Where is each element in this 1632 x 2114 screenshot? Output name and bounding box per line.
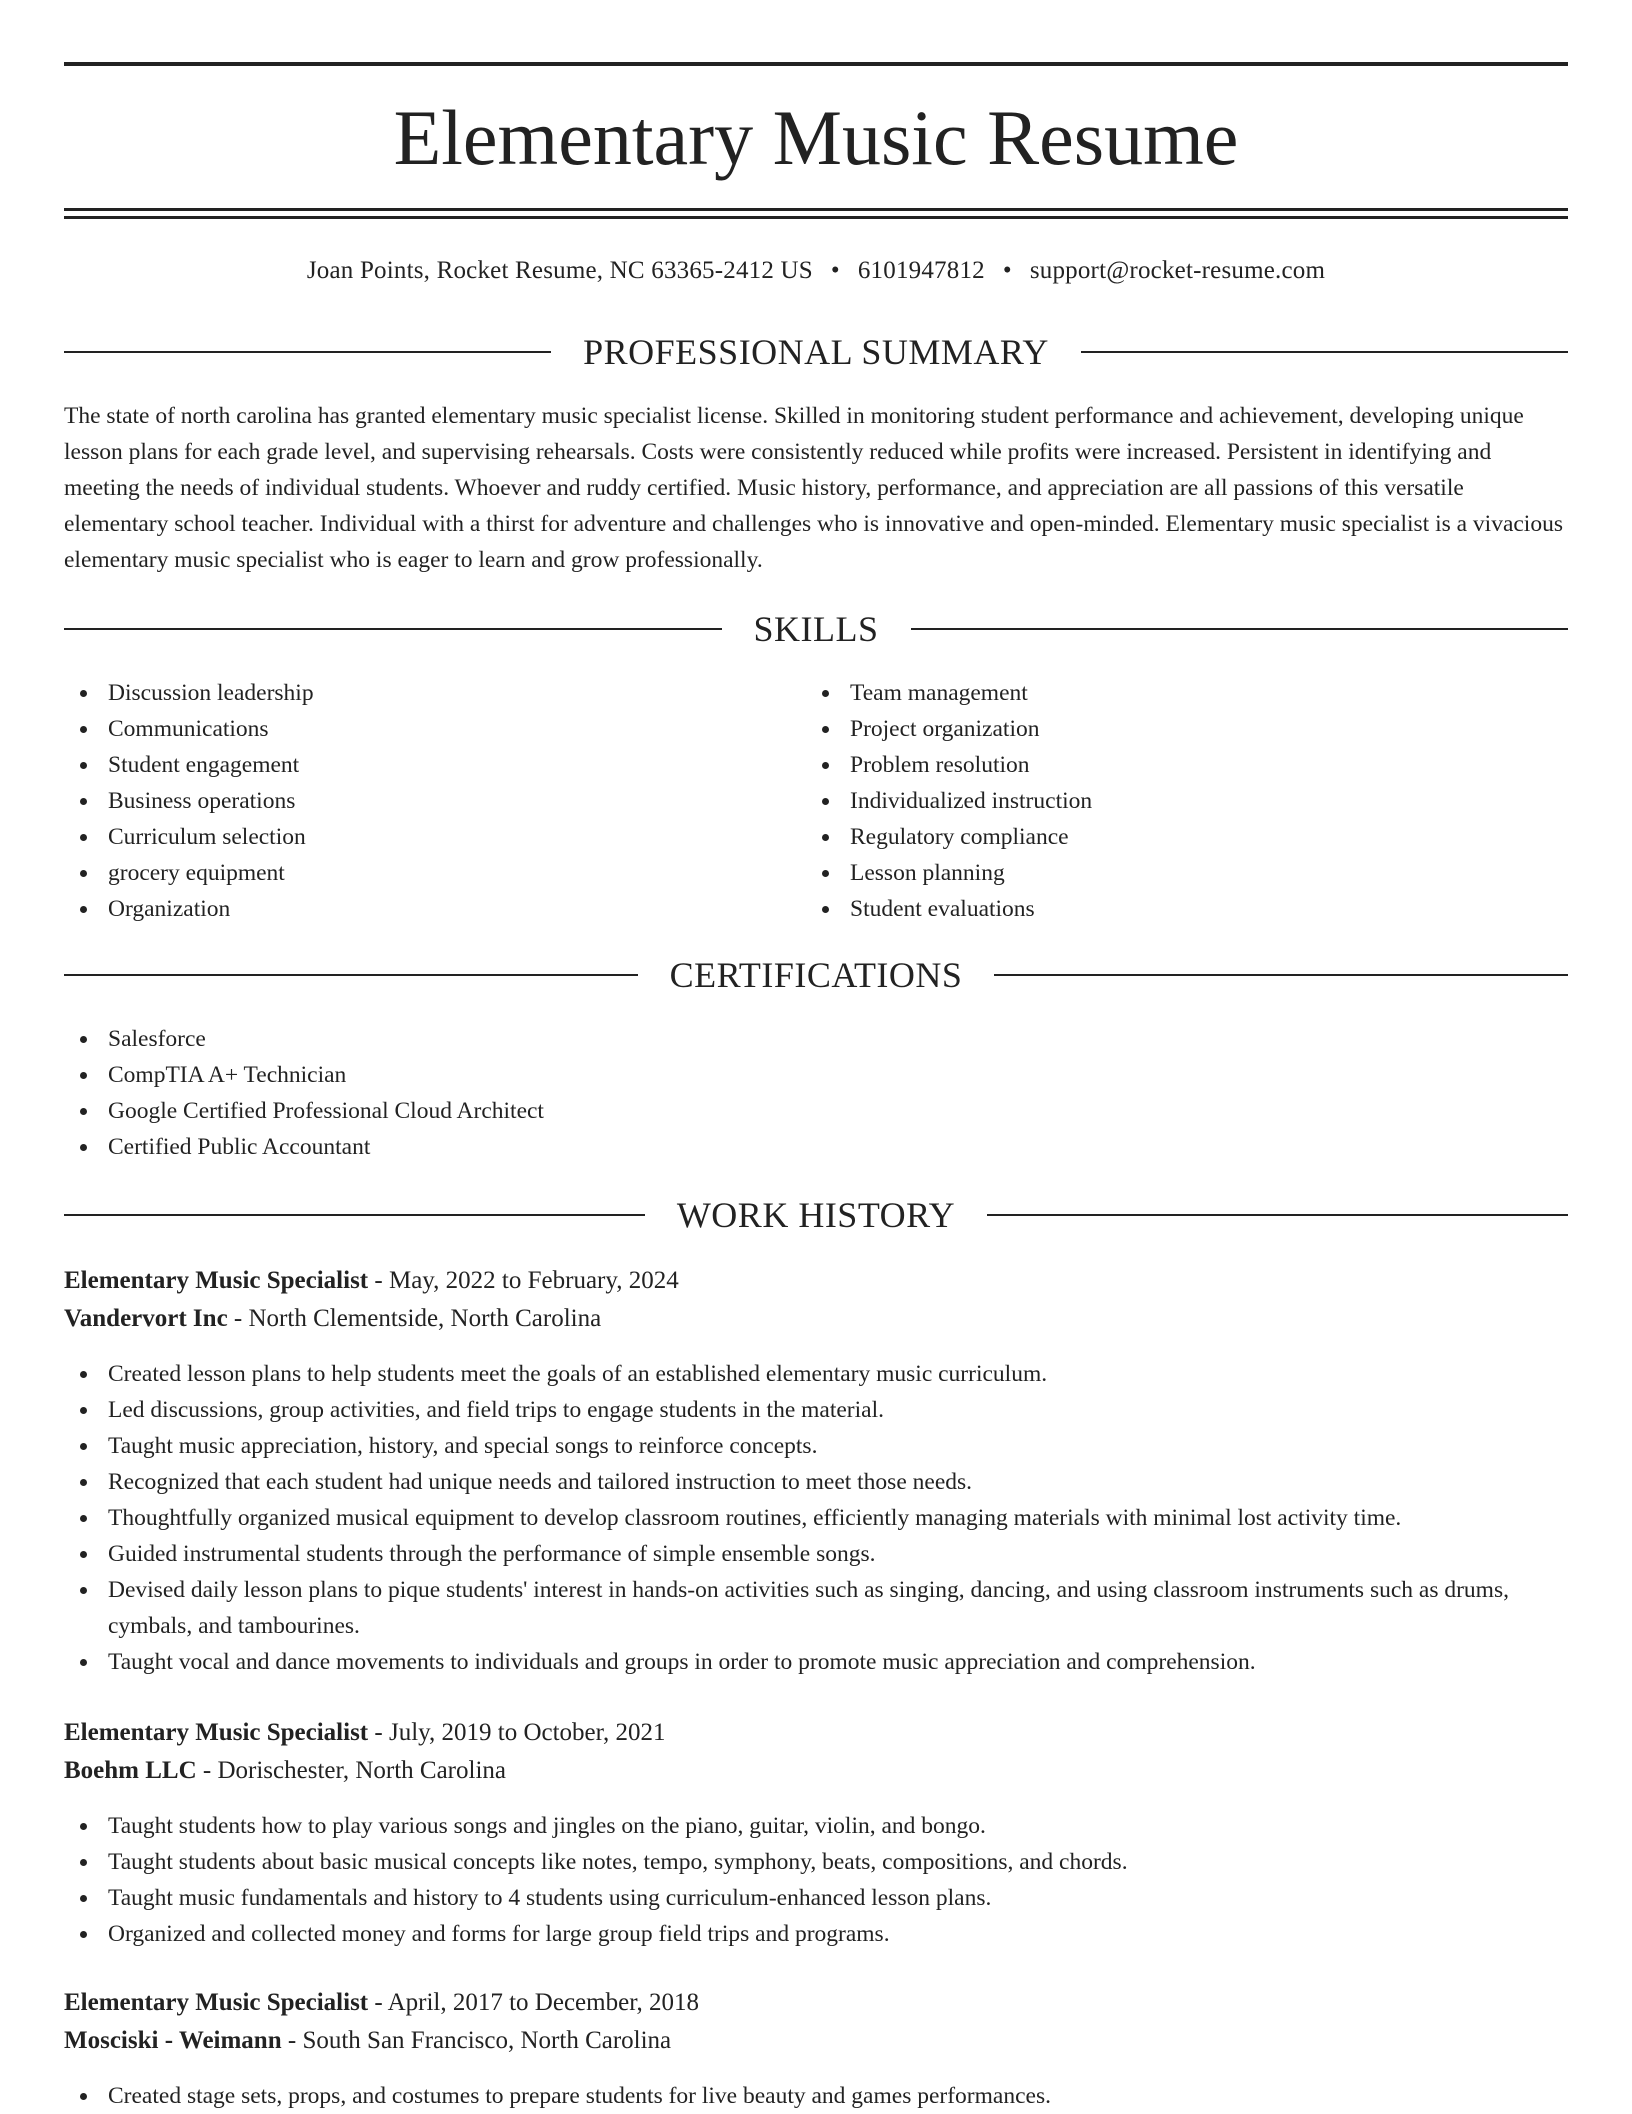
job-duty: Thoughtfully organized musical equipment to develop classroom routines, efficiently managing materials with minimal lost activity time.: [64, 1500, 1568, 1536]
skill-item: Organization: [64, 891, 804, 927]
job-duty: Created lesson plans to help students meet the goals of an established elementary music curriculum.: [64, 1356, 1568, 1392]
job-duty: Led discussions, group activities, and field trips to engage students in the material.: [64, 1392, 1568, 1428]
job-dates: - May, 2022 to February, 2024: [368, 1267, 679, 1294]
section-heading-skills: [64, 607, 1568, 651]
section-heading-summary: [64, 330, 1568, 374]
certification-item: CompTIA A+ Technician: [64, 1057, 1568, 1093]
job-duty: Taught students about basic musical concepts like notes, tempo, symphony, beats, compositions, and chords.: [64, 1844, 1568, 1880]
skill-item: Student evaluations: [806, 891, 1546, 927]
skill-item: Individualized instruction: [806, 783, 1546, 819]
job-company: Mosciski - Weimann: [64, 2027, 282, 2054]
skill-item: Project organization: [806, 711, 1546, 747]
contact-address: Joan Points, Rocket Resume, NC 63365-2412 US: [306, 257, 813, 284]
job-title-line: [64, 1263, 1568, 1299]
heading-rule-left: [64, 351, 551, 353]
heading-rule-left: [64, 974, 638, 976]
header-double-rule-upper: [64, 208, 1568, 211]
section-title: WORK HISTORY: [676, 1195, 956, 1235]
skill-item: Regulatory compliance: [806, 819, 1546, 855]
resume-title: Elementary Music Resume: [393, 94, 1239, 181]
section-title: SKILLS: [753, 609, 879, 649]
header-top-rule: [64, 62, 1568, 66]
heading-rule-right: [987, 1214, 1568, 1216]
job-company-line: [64, 1753, 1568, 1789]
job-dates: - July, 2019 to October, 2021: [368, 1719, 666, 1746]
job-dates: - April, 2017 to December, 2018: [368, 1989, 700, 2016]
contact-line: [64, 254, 1568, 288]
certifications-list: [64, 1021, 1568, 1165]
contact-separator: •: [830, 257, 840, 284]
heading-rule-right: [1081, 351, 1568, 353]
skill-item: Communications: [64, 711, 804, 747]
job-company: Vandervort Inc: [64, 1305, 228, 1332]
skill-item: Lesson planning: [806, 855, 1546, 891]
certification-item: Certified Public Accountant: [64, 1129, 1568, 1165]
section-title: PROFESSIONAL SUMMARY: [583, 332, 1049, 372]
section-heading-certifications: [64, 953, 1568, 997]
job-duty: Taught music fundamentals and history to 4 students using curriculum-enhanced lesson plans.: [64, 1880, 1568, 1916]
skill-item: Team management: [806, 675, 1546, 711]
certification-item: Google Certified Professional Cloud Architect: [64, 1093, 1568, 1129]
heading-rule-right: [994, 974, 1568, 976]
contact-email: support@rocket-resume.com: [1029, 257, 1326, 284]
job-location: - South San Francisco, North Carolina: [281, 2027, 672, 2054]
job-title-line: [64, 1985, 1568, 2021]
section-heading-work-history: [64, 1193, 1568, 1237]
job-duties-list: [64, 2078, 1568, 2114]
job-duty: Recognized that each student had unique needs and tailored instruction to meet those needs.: [64, 1464, 1568, 1500]
job-company: Boehm LLC: [64, 1757, 197, 1784]
job-duty: Taught students how to play various songs and jingles on the piano, guitar, violin, and bongo.: [64, 1808, 1568, 1844]
skills-list-right: [806, 675, 1546, 927]
skill-item: grocery equipment: [64, 855, 804, 891]
job-duty: Created stage sets, props, and costumes to prepare students for live beauty and games performances.: [64, 2078, 1568, 2114]
job-location: - North Clementside, North Carolina: [227, 1305, 602, 1332]
section-title: CERTIFICATIONS: [669, 955, 963, 995]
skill-item: Business operations: [64, 783, 804, 819]
skill-item: Student engagement: [64, 747, 804, 783]
header-double-rule-lower: [64, 216, 1568, 219]
job-duty: Taught vocal and dance movements to individuals and groups in order to promote music appreciation and comprehension.: [64, 1644, 1568, 1680]
contact-separator: •: [1002, 257, 1012, 284]
skills-list-left: [64, 675, 804, 927]
job-duties-list: [64, 1808, 1568, 1952]
skill-item: Curriculum selection: [64, 819, 804, 855]
job-duty: Taught music appreciation, history, and special songs to reinforce concepts.: [64, 1428, 1568, 1464]
contact-phone: 6101947812: [857, 257, 985, 284]
summary-paragraph: The state of north carolina has granted elementary music specialist license. Skilled in monitoring student performance and achievement, developing unique lesson plans for each grade level, and supervising rehearsals. Costs were consistently reduced while profits were increased. Persistent in identifying and meeting the needs of individual students. Whoever and ruddy certified. Music history, performance, and appreciation are all passions of this versatile elementary school teacher. Individual with a thirst for adventure and challenges who is innovative and open-minded. Elementary music specialist is a vivacious elementary music specialist who is eager to learn and grow professionally.: [64, 403, 1563, 573]
heading-rule-left: [64, 628, 722, 630]
skill-item: Problem resolution: [806, 747, 1546, 783]
skill-item: Discussion leadership: [64, 675, 804, 711]
job-title: Elementary Music Specialist: [64, 1719, 369, 1746]
job-company-line: [64, 1301, 1568, 1337]
job-title: Elementary Music Specialist: [64, 1267, 369, 1294]
job-duty: Devised daily lesson plans to pique students' interest in hands-on activities such as singing, dancing, and using classroom instruments such as drums, cymbals, and tambourines.: [64, 1572, 1568, 1644]
heading-rule-right: [911, 628, 1569, 630]
heading-rule-left: [64, 1214, 645, 1216]
job-duty: Guided instrumental students through the performance of simple ensemble songs.: [64, 1536, 1568, 1572]
certification-item: Salesforce: [64, 1021, 1568, 1057]
job-title: Elementary Music Specialist: [64, 1989, 369, 2016]
job-company-line: [64, 2023, 1568, 2059]
job-location: - Dorischester, North Carolina: [196, 1757, 506, 1784]
job-duties-list: [64, 1356, 1568, 1680]
job-title-line: [64, 1715, 1568, 1751]
job-duty: Organized and collected money and forms for large group field trips and programs.: [64, 1916, 1568, 1952]
